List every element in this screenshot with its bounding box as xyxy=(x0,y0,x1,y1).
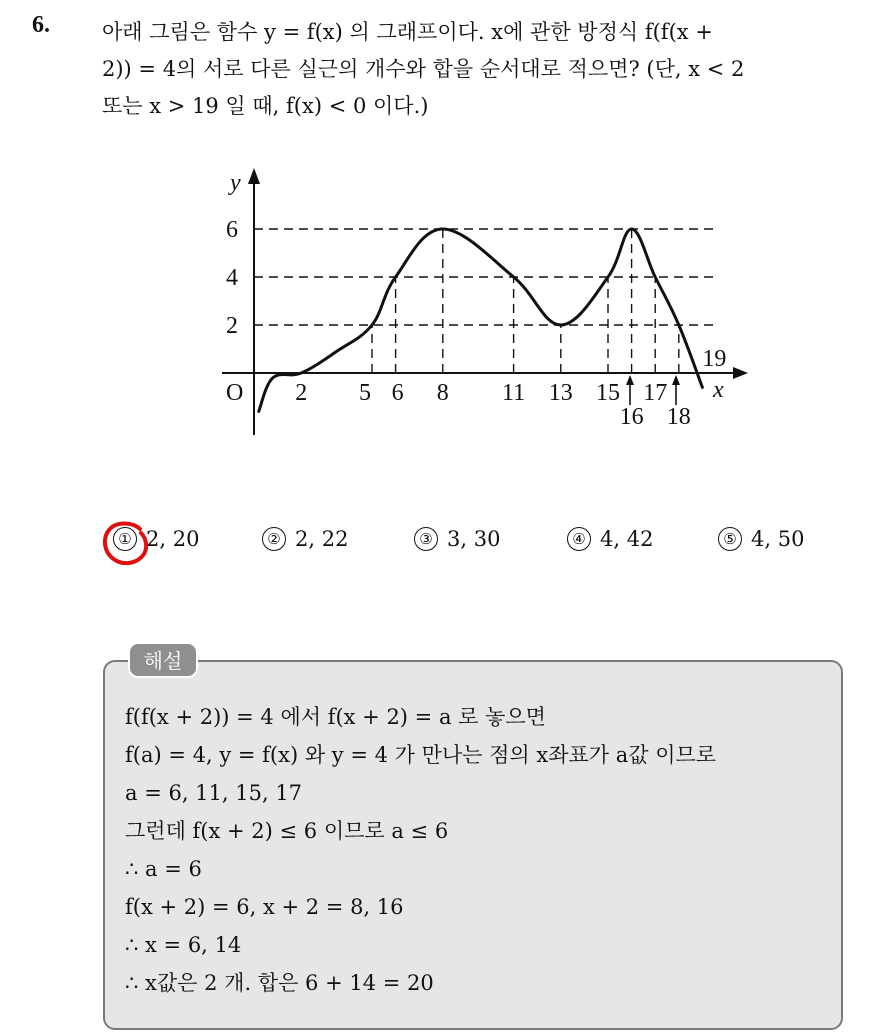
arrow-18-head xyxy=(672,375,680,385)
question-number: 6. xyxy=(32,12,50,38)
x-tick-5: 5 xyxy=(359,380,371,406)
solution-line-6: f(x + 2) = 6, x + 2 = 8, 16 xyxy=(125,895,404,919)
solution-tab: 해설 xyxy=(128,642,198,678)
x-tick-2: 2 xyxy=(295,380,308,406)
choice-5[interactable] xyxy=(718,527,804,551)
x-tick-6: 6 xyxy=(391,380,404,406)
x-tick-19: 19 xyxy=(702,346,727,372)
function-graph xyxy=(200,160,760,440)
x-axis-arrow xyxy=(733,367,748,379)
question-line-3: 또는 x > 19 일 때, f(x) < 0 이다.) xyxy=(102,94,429,118)
y-tick-6: 6 xyxy=(226,217,238,243)
y-tick-2: 2 xyxy=(226,313,238,339)
choice-4-text: 4, 42 xyxy=(600,527,654,551)
solution-text xyxy=(125,698,716,1002)
x-axis-label: x xyxy=(713,377,724,403)
choice-5-text: 4, 50 xyxy=(751,527,805,551)
choice-3-text: 3, 30 xyxy=(447,527,501,551)
solution-line-5: ∴ a = 6 xyxy=(125,857,202,881)
choice-1-text: 2, 20 xyxy=(146,527,200,551)
origin-label: O xyxy=(226,380,244,406)
choice-2-text: 2, 22 xyxy=(295,527,349,551)
y-axis-label: y xyxy=(230,170,241,196)
solution-line-1: f(f(x + 2)) = 4 에서 f(x + 2) = a 로 놓으면 xyxy=(125,705,546,729)
x-tick-below-18: 18 xyxy=(666,404,691,430)
x-tick-below-16: 16 xyxy=(619,404,644,430)
choice-2[interactable] xyxy=(262,527,348,551)
x-tick-17: 17 xyxy=(643,380,668,406)
choice-4-number: ④ xyxy=(567,527,591,551)
y-tick-4: 4 xyxy=(226,265,238,291)
y-axis-arrow xyxy=(248,168,260,184)
solution-line-2: f(a) = 4, y = f(x) 와 y = 4 가 만나는 점의 x좌표가 a값 이므로 xyxy=(125,743,717,767)
x-tick-13: 13 xyxy=(548,380,573,406)
function-curve xyxy=(259,229,703,411)
question-line-2: 2)) = 4의 서로 다른 실근의 개수와 합을 순서대로 적으면? (단, x < 2 xyxy=(102,57,745,81)
solution-line-8: ∴ x값은 2 개. 합은 6 + 14 = 20 xyxy=(125,971,434,995)
x-tick-8: 8 xyxy=(436,380,449,406)
solution-line-3: a = 6, 11, 15, 17 xyxy=(125,781,303,805)
solution-line-4: 그런데 f(x + 2) ≤ 6 이므로 a ≤ 6 xyxy=(125,819,449,843)
arrow-16-head xyxy=(626,375,634,385)
x-tick-11: 11 xyxy=(502,380,526,406)
choice-3[interactable] xyxy=(414,527,500,551)
choice-1-number: ① xyxy=(113,527,137,551)
choice-5-number: ⑤ xyxy=(718,527,742,551)
question-text xyxy=(102,14,872,125)
solution-line-7: ∴ x = 6, 14 xyxy=(125,933,242,957)
choice-3-number: ③ xyxy=(414,527,438,551)
choice-4[interactable] xyxy=(567,527,653,551)
tick-labels xyxy=(226,217,726,430)
choice-2-number: ② xyxy=(262,527,286,551)
red-answer-mark xyxy=(100,519,152,569)
question-line-1: 아래 그림은 함수 y = f(x) 의 그래프이다. x에 관한 방정식 f(f(x + xyxy=(102,20,713,44)
x-tick-15: 15 xyxy=(596,380,620,406)
